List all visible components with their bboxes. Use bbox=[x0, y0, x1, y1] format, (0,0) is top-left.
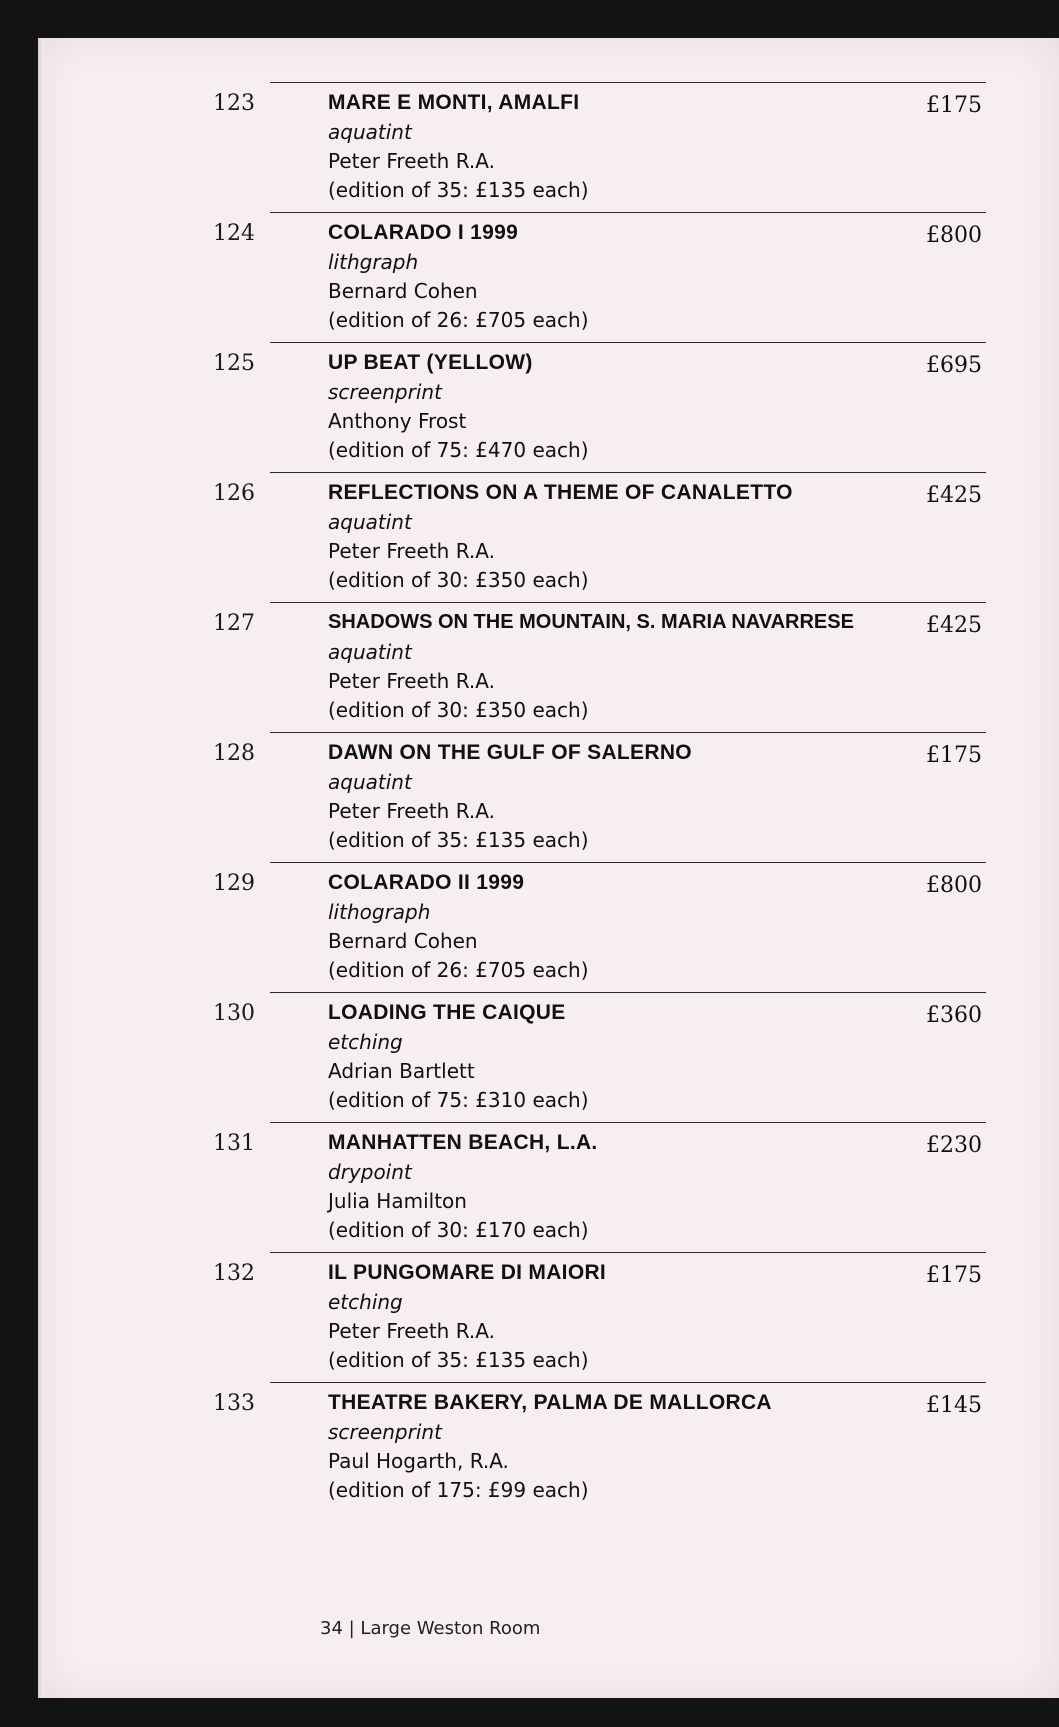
entry-medium: etching bbox=[328, 1030, 403, 1054]
entry-price: £175 bbox=[926, 93, 982, 118]
entry-title: DAWN ON THE GULF OF SALERNO bbox=[328, 741, 692, 764]
entry-number: 131 bbox=[213, 1131, 255, 1156]
entry-artist: Bernard Cohen bbox=[328, 279, 478, 303]
entry-price: £175 bbox=[926, 1263, 982, 1288]
entry-title: MARE E MONTI, AMALFI bbox=[328, 91, 580, 114]
entry-number: 128 bbox=[213, 741, 255, 766]
entry-price: £800 bbox=[926, 873, 982, 898]
entry-artist: Julia Hamilton bbox=[328, 1189, 467, 1213]
entry-number: 129 bbox=[213, 871, 255, 896]
entry-price: £425 bbox=[926, 483, 982, 508]
page-footer: 34 | Large Weston Room bbox=[320, 1618, 541, 1639]
entry-number: 132 bbox=[213, 1261, 255, 1286]
entry-artist: Paul Hogarth, R.A. bbox=[328, 1449, 509, 1473]
catalogue-entry bbox=[213, 82, 986, 208]
catalogue-entry bbox=[213, 732, 986, 858]
entry-price: £425 bbox=[926, 613, 982, 638]
entry-title: COLARADO I 1999 bbox=[328, 221, 519, 244]
entry-edition: (edition of 30: £350 each) bbox=[328, 568, 589, 592]
entry-medium: lithgraph bbox=[328, 250, 419, 274]
entry-artist: Peter Freeth R.A. bbox=[328, 1319, 495, 1343]
entry-number: 125 bbox=[213, 351, 255, 376]
entry-title: REFLECTIONS ON A THEME OF CANALETTO bbox=[328, 481, 793, 504]
entry-artist: Peter Freeth R.A. bbox=[328, 149, 495, 173]
entry-number: 124 bbox=[213, 221, 255, 246]
entry-edition: (edition of 75: £310 each) bbox=[328, 1088, 589, 1112]
entry-medium: etching bbox=[328, 1290, 403, 1314]
entry-title: COLARADO II 1999 bbox=[328, 871, 525, 894]
entry-price: £695 bbox=[926, 353, 982, 378]
entry-artist: Peter Freeth R.A. bbox=[328, 669, 495, 693]
catalogue-entry bbox=[213, 212, 986, 338]
entry-medium: aquatint bbox=[328, 120, 412, 144]
entry-title: IL PUNGOMARE DI MAIORI bbox=[328, 1261, 607, 1284]
entry-medium: screenprint bbox=[328, 380, 442, 404]
entry-number: 133 bbox=[213, 1391, 255, 1416]
catalogue-entry bbox=[213, 472, 986, 598]
entry-edition: (edition of 30: £170 each) bbox=[328, 1218, 589, 1242]
catalogue-entry bbox=[213, 862, 986, 988]
entry-title: LOADING THE CAIQUE bbox=[328, 1001, 566, 1024]
entry-edition: (edition of 30: £350 each) bbox=[328, 698, 589, 722]
entry-medium: aquatint bbox=[328, 770, 412, 794]
entry-title: UP BEAT (YELLOW) bbox=[328, 351, 533, 374]
entry-edition: (edition of 75: £470 each) bbox=[328, 438, 589, 462]
catalogue-entry bbox=[213, 992, 986, 1118]
entry-number: 123 bbox=[213, 91, 255, 116]
catalogue-entry bbox=[213, 1252, 986, 1378]
entry-price: £800 bbox=[926, 223, 982, 248]
entry-medium: aquatint bbox=[328, 640, 412, 664]
entry-edition: (edition of 35: £135 each) bbox=[328, 178, 589, 202]
catalogue-entry bbox=[213, 1122, 986, 1248]
entry-artist: Adrian Bartlett bbox=[328, 1059, 475, 1083]
catalogue-entry bbox=[213, 602, 986, 728]
catalogue-entry bbox=[213, 1382, 986, 1508]
entry-edition: (edition of 35: £135 each) bbox=[328, 1348, 589, 1372]
catalogue-entry bbox=[213, 342, 986, 468]
entry-price: £230 bbox=[926, 1133, 982, 1158]
entry-price: £175 bbox=[926, 743, 982, 768]
entry-medium: drypoint bbox=[328, 1160, 412, 1184]
entry-edition: (edition of 26: £705 each) bbox=[328, 958, 589, 982]
entry-edition: (edition of 26: £705 each) bbox=[328, 308, 589, 332]
entry-title: MANHATTEN BEACH, L.A. bbox=[328, 1131, 598, 1154]
page-spine-shadow bbox=[38, 38, 44, 1698]
entry-number: 126 bbox=[213, 481, 255, 506]
entry-medium: screenprint bbox=[328, 1420, 442, 1444]
entry-edition: (edition of 175: £99 each) bbox=[328, 1478, 589, 1502]
entry-medium: aquatint bbox=[328, 510, 412, 534]
entry-edition: (edition of 35: £135 each) bbox=[328, 828, 589, 852]
entry-title: THEATRE BAKERY, PALMA DE MALLORCA bbox=[328, 1391, 772, 1414]
entry-number: 130 bbox=[213, 1001, 255, 1026]
entry-medium: lithograph bbox=[328, 900, 431, 924]
entry-title: SHADOWS ON THE MOUNTAIN, S. MARIA NAVARRESE bbox=[328, 611, 854, 633]
entry-price: £360 bbox=[926, 1003, 982, 1028]
entry-artist: Peter Freeth R.A. bbox=[328, 799, 495, 823]
entry-price: £145 bbox=[926, 1393, 982, 1418]
entry-artist: Peter Freeth R.A. bbox=[328, 539, 495, 563]
entry-artist: Anthony Frost bbox=[328, 409, 467, 433]
entry-number: 127 bbox=[213, 611, 255, 636]
entry-artist: Bernard Cohen bbox=[328, 929, 478, 953]
